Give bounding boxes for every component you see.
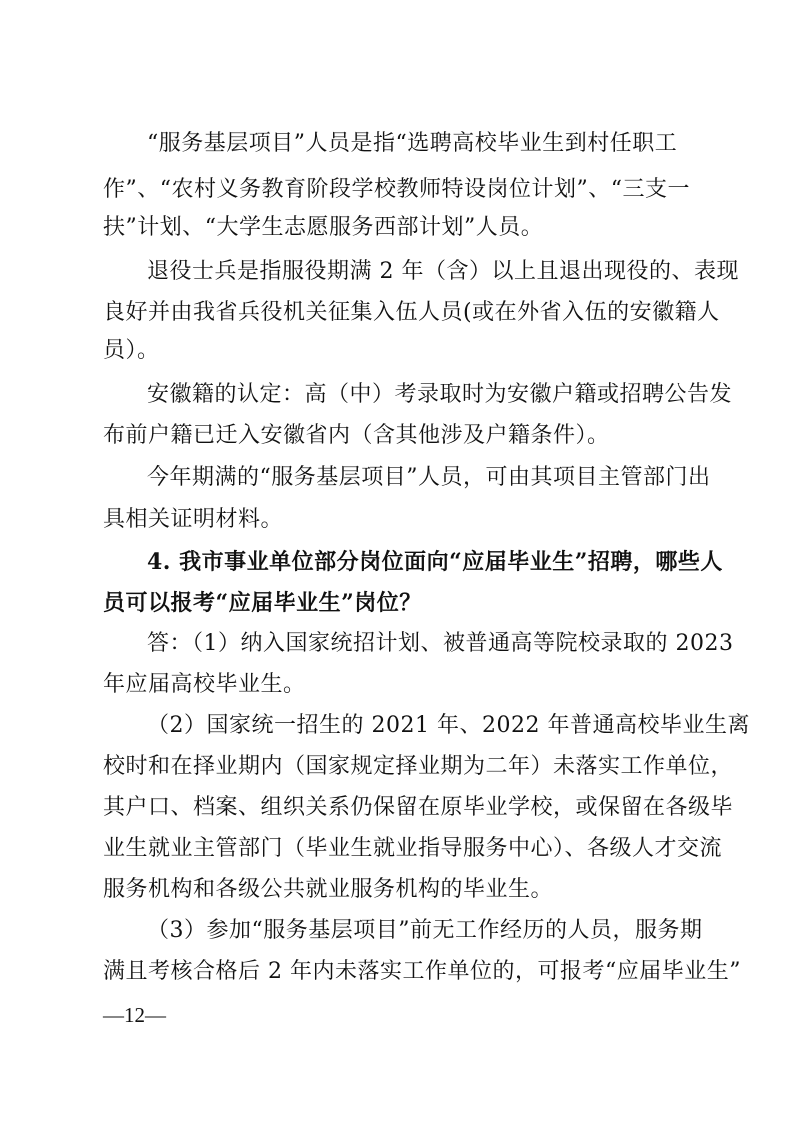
- paragraph-line: 今年期满的“服务基层项目”人员，可由其项目主管部门出: [147, 465, 711, 490]
- paragraph-line: 答：（1）纳入国家统招计划、被普通高等院校录取的 2023: [147, 631, 734, 656]
- paragraph-line: 扶”计划、“大学生志愿服务西部计划”人员。: [103, 215, 544, 240]
- page-number: —12—: [103, 1003, 166, 1027]
- paragraph-line: 作”、“农村义务教育阶段学校教师特设岗位计划”、“三支一: [103, 177, 690, 202]
- question-heading-line: 员可以报考“应届毕业生”岗位？: [103, 590, 422, 616]
- paragraph-line: 退役士兵是指服役期满 2 年（含）以上且退出现役的、表现: [147, 259, 739, 284]
- paragraph-line: 满且考核合格后 2 年内未落实工作单位的，可报考“应届毕业生”: [103, 959, 741, 984]
- paragraph-line: 其户口、档案、组织关系仍保留在原毕业学校，或保留在各级毕: [103, 795, 734, 820]
- paragraph-line: 服务机构和各级公共就业服务机构的毕业生。: [103, 877, 554, 902]
- paragraph-line: “服务基层项目”人员是指“选聘高校毕业生到村任职工: [147, 131, 678, 156]
- paragraph-line: （3）参加“服务基层项目”前无工作经历的人员，服务期: [147, 918, 703, 943]
- paragraph-line: 员）。: [103, 338, 160, 363]
- question-heading-line: 4. 我市事业单位部分岗位面向“应届毕业生”招聘，哪些人: [147, 549, 723, 575]
- paragraph-line: 年应届高校毕业生。: [103, 672, 306, 697]
- paragraph-line: 具相关证明材料。: [103, 507, 284, 532]
- paragraph-line: 安徽籍的认定：高（中）考录取时为安徽户籍或招聘公告发: [147, 382, 733, 407]
- paragraph-line: 良好并由我省兵役机关征集入伍人员(或在外省入伍的安徽籍人: [103, 300, 720, 325]
- paragraph-line: 校时和在择业期内（国家规定择业期为二年）未落实工作单位，: [103, 754, 734, 779]
- paragraph-line: 业生就业主管部门（毕业生就业指导服务中心）、各级人才交流: [103, 836, 723, 861]
- paragraph-line: （2）国家统一招生的 2021 年、2022 年普通高校毕业生离: [147, 713, 750, 738]
- paragraph-line: 布前户籍已迁入安徽省内（含其他涉及户籍条件）。: [103, 423, 610, 448]
